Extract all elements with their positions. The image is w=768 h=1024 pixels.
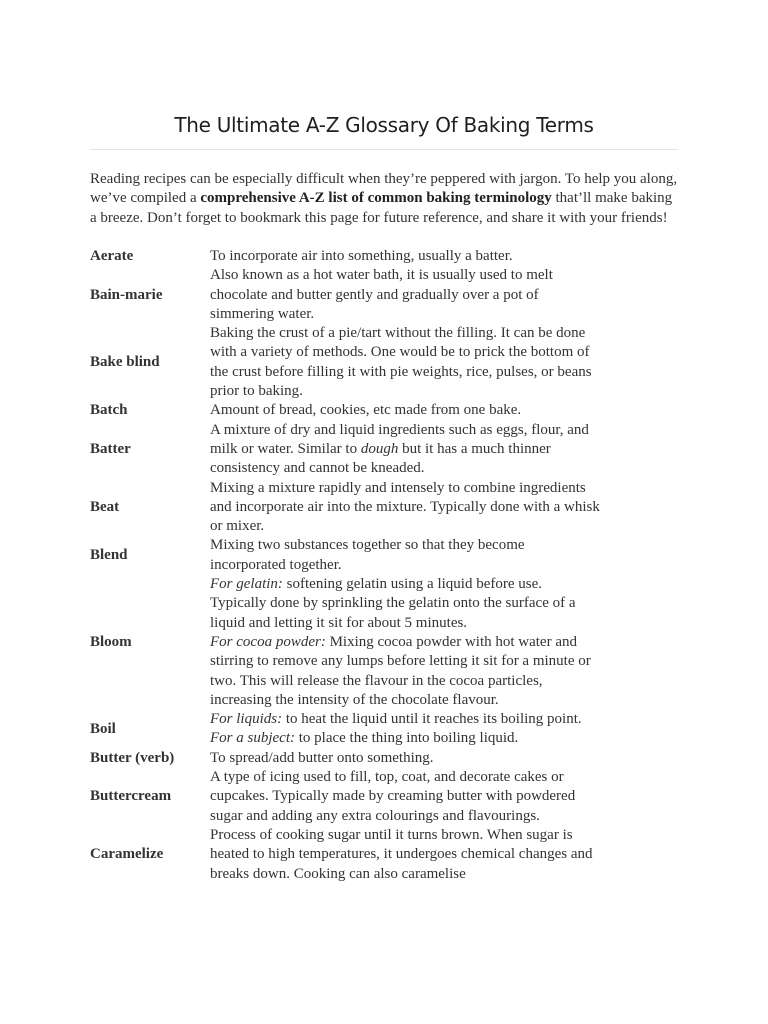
glossary-row <box>90 826 600 884</box>
glossary-term: Boil <box>90 720 116 737</box>
definition-text: Baking the crust of a pie/tart without the filling. It can be done with a variety of methods. One would be to prick the bottom of the crust before filling it with pie weights, rice, pulses, or beans prior to baking. <box>210 325 592 400</box>
definition-text: To spread/add butter onto something. <box>210 749 434 766</box>
intro-bold-text: comprehensive A-Z list of common baking terminology <box>200 190 552 207</box>
glossary-table <box>90 247 600 884</box>
intro-text-end: that’ll make baking a breeze. Don’t forget to bookmark this page for future reference, and share it with your friends! <box>90 190 673 226</box>
glossary-row <box>90 768 600 826</box>
glossary-row <box>90 421 600 479</box>
glossary-row <box>90 575 600 710</box>
definition-italic-text: For cocoa powder: <box>210 633 326 650</box>
intro-text-start: Reading recipes can be especially difficult when they’re peppered with jargon. To help you along, we’ve compiled a <box>90 171 678 207</box>
glossary-body <box>90 247 600 884</box>
glossary-row <box>90 749 600 768</box>
glossary-definition <box>210 768 600 826</box>
definition-text: A mixture of dry and liquid ingredients such as eggs, flour, and milk or water. Similar to <box>210 421 589 457</box>
definition-text: Process of cooking sugar until it turns brown. When sugar is heated to high temperatures, it undergoes chemical changes and breaks down. Cooking can also caramelise <box>210 826 593 882</box>
glossary-term: Beat <box>90 498 120 515</box>
glossary-term: Bloom <box>90 633 132 650</box>
glossary-term: Blend <box>90 547 128 564</box>
definition-italic-text: dough <box>360 440 399 457</box>
glossary-row <box>90 710 600 749</box>
glossary-definition <box>210 710 600 749</box>
glossary-term: Butter (verb) <box>90 749 175 766</box>
definition-text: To incorporate air into something, usually a batter. <box>210 248 513 264</box>
definition-text: A type of icing used to fill, top, coat, and decorate cakes or cupcakes. Typically made by creaming butter with powdered sugar and adding any extra colourings and flavourings. <box>210 769 576 824</box>
glossary-definition <box>210 401 600 420</box>
page-title: The Ultimate A-Z Glossary Of Baking Terms <box>174 113 594 137</box>
definition-text: softening gelatin using a liquid before use. Typically done by sprinkling the gelatin onto the surface of a liquid and letting it sit for about 5 minutes. <box>210 576 576 631</box>
glossary-definition <box>210 575 600 710</box>
title-divider <box>90 149 678 150</box>
glossary-row <box>90 536 600 575</box>
glossary-definition <box>210 826 600 884</box>
definition-text: Amount of bread, cookies, etc made from one bake. <box>210 402 522 419</box>
definition-text: to place the thing into boiling liquid. <box>294 730 519 747</box>
glossary-row <box>90 401 600 420</box>
intro-paragraph <box>90 170 680 228</box>
glossary-row <box>90 266 600 324</box>
glossary-definition <box>210 266 600 324</box>
glossary-term: Buttercream <box>90 788 172 805</box>
definition-italic-text: For a subject: <box>210 730 295 747</box>
glossary-definition <box>210 421 600 479</box>
glossary-definition <box>210 536 600 575</box>
definition-italic-text: For liquids: <box>210 711 283 728</box>
glossary-term: Caramelize <box>90 846 164 863</box>
glossary-row <box>90 324 600 401</box>
glossary-row <box>90 247 600 266</box>
definition-italic-text: For gelatin: <box>210 576 283 593</box>
definition-text: to heat the liquid until it reaches its boiling point. <box>282 711 582 728</box>
glossary-term: Batter <box>90 440 131 457</box>
definition-text: Also known as a hot water bath, it is usually used to melt chocolate and butter gently and gradually over a pot of simmering water. <box>210 267 553 322</box>
glossary-definition <box>210 247 600 266</box>
glossary-term: Bake blind <box>90 354 160 371</box>
glossary-definition <box>210 479 600 537</box>
definition-text: Mixing two substances together so that they become incorporated together. <box>210 537 525 573</box>
definition-text: Mixing a mixture rapidly and intensely to combine ingredients and incorporate air into the mixture. Typically done with a whisk or mixer. <box>210 479 600 535</box>
definition-text: but it has a much thinner consistency and cannot be kneaded. <box>210 440 551 477</box>
glossary-row <box>90 479 600 537</box>
glossary-term: Batch <box>90 402 128 419</box>
definition-text: Mixing cocoa powder with hot water and stirring to remove any lumps before letting it sit for a minute or two. This will release the flavour in the cocoa particles, increasing the intensity of the chocolate flavour. <box>210 633 591 708</box>
glossary-term: Aerate <box>90 248 134 264</box>
glossary-term: Bain-marie <box>90 286 163 303</box>
glossary-definition <box>210 749 600 768</box>
glossary-definition <box>210 324 600 401</box>
